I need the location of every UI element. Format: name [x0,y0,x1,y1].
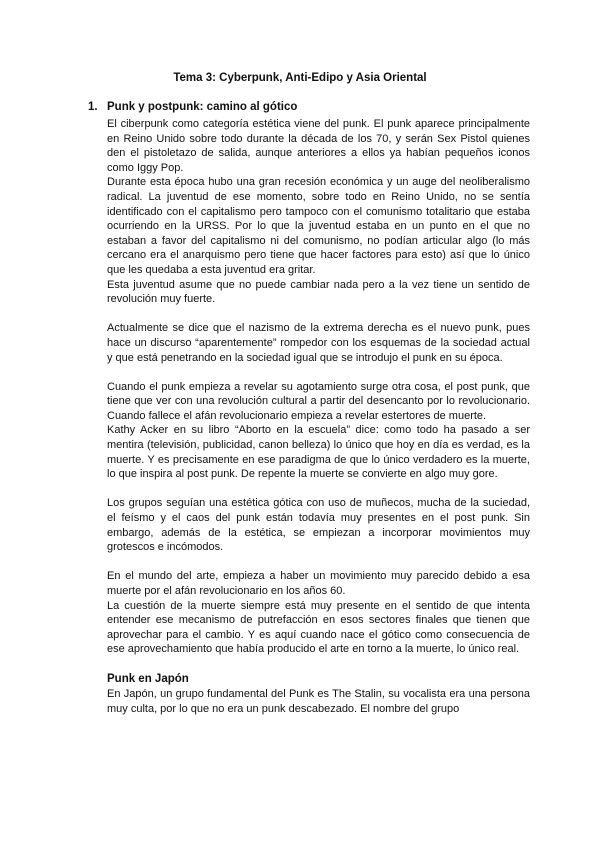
paragraph: La cuestión de la muerte siempre está muy presente en el sentido de que intenta entender ese mecanismo de putrefacción en esos sectores finales que tienen que aprovechar para el cambio. Y es aquí cuando nace el gótico como consecuencia de ese aprovechamiento que había producido el arte en torno a la muerte, lo único real. [107,599,530,656]
section-heading [88,99,297,115]
document-title: Tema 3: Cyberpunk, Anti-Edipo y Asia Oriental [173,72,427,84]
paragraph: En Japón, un grupo fundamental del Punk es The Stalin, su vocalista era una persona muy culta, por lo que no era un punk descabezado. El nombre del grupo [107,687,530,715]
paragraph: Cuando el punk empieza a revelar su agotamiento surge otra cosa, el post punk, que tiene que ver con una revolución cultural a partir del desencanto por lo revolucionario. Cuando fallece el afán revolucionario empieza a revelar estertores de muerte. [107,380,530,422]
body-text [107,117,530,716]
paragraph: Esta juventud asume que no puede cambiar nada pero a la vez tiene un sentido de revolución muy fuerte. [107,278,530,306]
subsection-heading: Punk en Japón [107,672,189,685]
paragraph: Actualmente se dice que el nazismo de la extrema derecha es el nuevo punk, pues hace un discurso “aparentemente” rompedor con los esquemas de la sociedad actual y que está penetrando en la sociedad igual que se introdujo el punk en su época. [107,322,530,364]
paragraph: Durante esta época hubo una gran recesión económica y un auge del neoliberalismo radical. La juventud de ese momento, sobre todo en Reino Unido, no se sentía identificado con el capitalismo pero tampoco con el comunismo totalitario que estaba ocurriendo en la URSS. Por lo que la juventud estaba en un punto en el que no estaban a favor del capitalismo ni del comunismo, no podían articular algo (lo más cercano era el anarquismo pero tiene que hacer factores para esto) así que lo único que les quedaba a esta juventud era gritar. [107,176,530,276]
paragraph: Kathy Acker en su libro “Aborto en la escuela” dice: como todo ha pasado a ser mentira (televisión, publicidad, canon belleza) lo único que hoy en día es verdad, es la muerte. Y es precisamente en ese paradigma de que lo único verdadero es la muerte, lo que inspira al post punk. De repente la muerte se convierte en algo muy gore. [107,424,530,481]
paragraph: En el mundo del arte, empieza a haber un movimiento muy parecido debido a esa muerte por el afán revolucionario en los años 60. [107,570,530,597]
section-number: 1. [88,101,98,113]
paragraph: El ciberpunk como categoría estética viene del punk. El punk aparece principalmente en Reino Unido sobre todo durante la década de los 70, y serán Sex Pistol quienes den el pistoletazo de salida, aunque anteriores a ellos ya habían pequeños iconos como Iggy Pop. [107,118,530,174]
paragraph: Los grupos seguían una estética gótica con uso de muñecos, mucha de la suciedad, el feísmo y el caos del punk están todavía muy presentes en el post punk. Sin embargo, además de la estética, se empiezan a incorporar movimientos muy grotescos e incómodos. [107,497,530,554]
section-title: Punk y postpunk: camino al gótico [107,101,298,113]
